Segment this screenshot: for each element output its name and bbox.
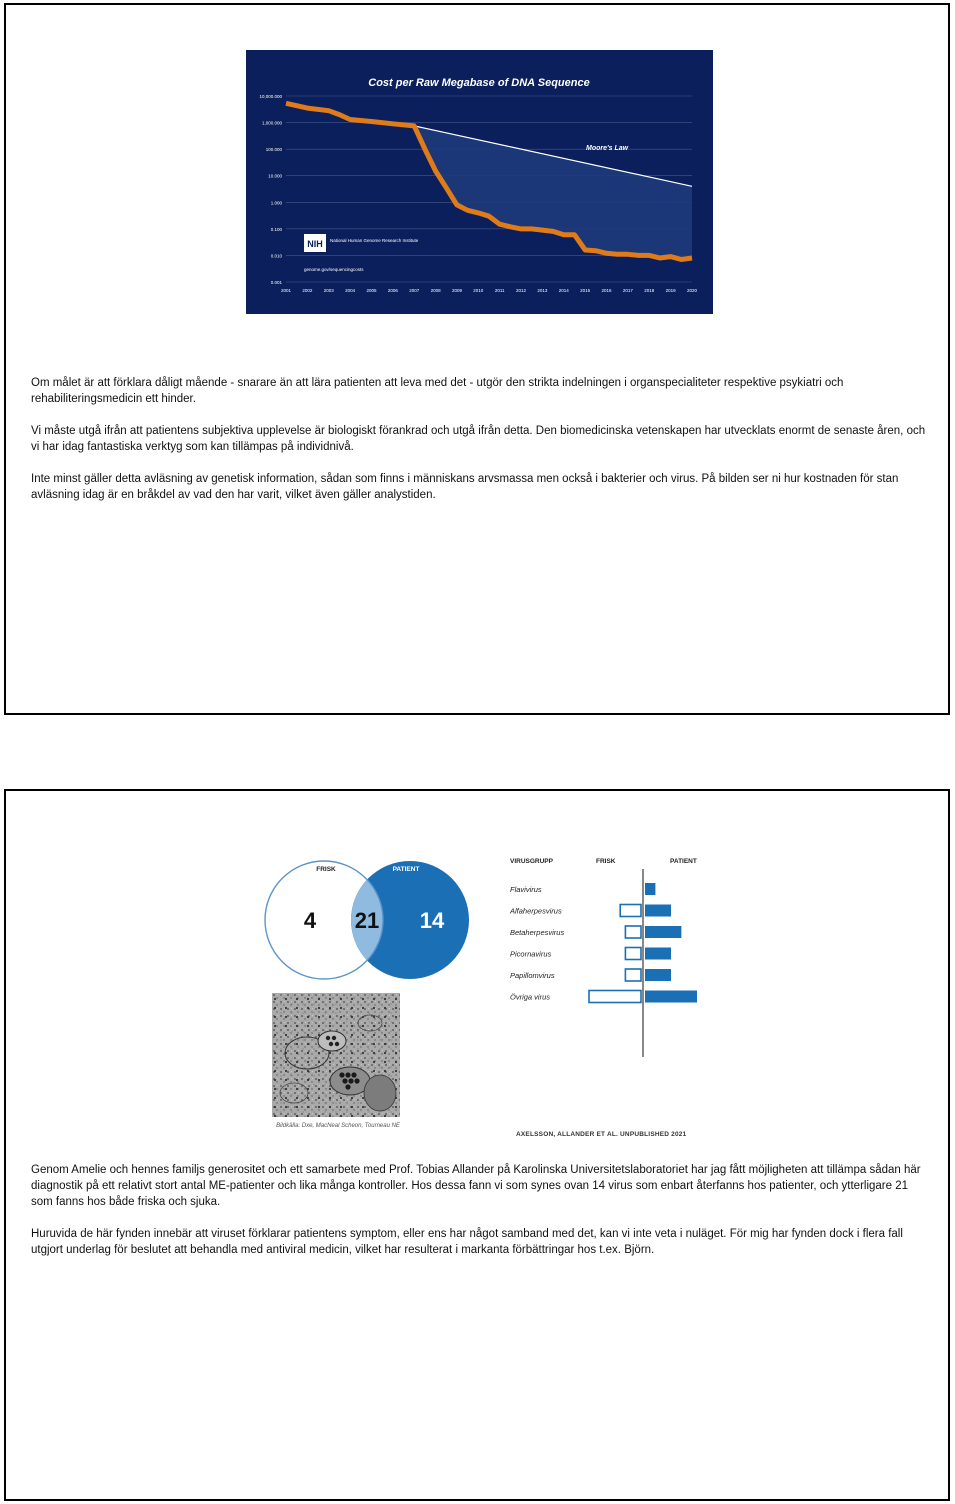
virus-bar-frisk xyxy=(620,905,641,917)
gap-fill-area xyxy=(414,126,692,260)
virus-bar-patient xyxy=(645,926,681,938)
virus-category-label: Alfaherpesvirus xyxy=(510,906,562,916)
cost-xtick-label: 2016 xyxy=(601,288,612,293)
electron-micrograph-image xyxy=(272,993,400,1117)
slide-page-2 xyxy=(4,789,950,1501)
slide-page-1 xyxy=(4,3,950,715)
cost-xtick-label: 2017 xyxy=(622,288,633,293)
cost-xtick-label: 2007 xyxy=(409,288,420,293)
virus-bar-patient xyxy=(645,969,671,981)
virus-chart-svg xyxy=(502,851,722,1151)
cost-xtick-label: 2015 xyxy=(580,288,591,293)
virus-bar-patient xyxy=(645,991,697,1003)
cost-ytick-label: 1,000.000 xyxy=(261,120,282,126)
virus-header-group: VIRUSGRUPP xyxy=(510,858,553,865)
virus-group-chart xyxy=(502,851,722,1151)
sequencing-cost-chart xyxy=(246,50,713,314)
source-url: genome.gov/sequencingcosts xyxy=(304,267,364,272)
venn-svg xyxy=(262,853,472,983)
cost-ytick-label: 10,000.000 xyxy=(259,94,282,99)
venn-frisk-count: 4 xyxy=(303,908,317,933)
page2-paragraph-1: Genom Amelie och hennes familjs generositet och ett samarbete med Prof. Tobias Allander på Karolinska Universitetslaboratoriet har jag fått möjligheten att tillämpa sådan här diagnostik på ett relativt stort antal ME-patienter och lika många kontroller. Hos dessa fann vi som synes ovan 14 virus som enbart återfanns hos patienter, och ytterligare 21 som fanns hos både friska och sjuka. xyxy=(31,1164,921,1208)
page2-body xyxy=(31,1162,926,1274)
cost-chart-svg xyxy=(246,50,713,314)
cost-ytick-label: 10.000 xyxy=(268,173,282,179)
virus-source: AXELSSON, ALLANDER ET AL. UNPUBLISHED 2021 xyxy=(516,1131,687,1138)
micrograph-svg xyxy=(272,993,400,1117)
virus-bar-frisk xyxy=(625,926,641,938)
venn-diagram xyxy=(262,853,472,983)
cost-xtick-label: 2014 xyxy=(558,288,569,293)
micrograph-caption: Bildkälla: Dxe, MacNeal Scheon, Tourneau NE xyxy=(276,1123,400,1129)
cost-xtick-label: 2012 xyxy=(516,288,527,293)
cost-xtick-label: 2018 xyxy=(644,288,655,293)
cost-xtick-label: 2004 xyxy=(345,288,356,293)
nih-org-name: National Human Genome Research Institute xyxy=(330,238,419,243)
cost-ytick-label: 100.000 xyxy=(265,147,282,153)
virus-header-patient: PATIENT xyxy=(670,858,697,865)
cost-ytick-label: 1.000 xyxy=(270,200,282,206)
virus-category-label: Papillomvirus xyxy=(510,971,555,980)
cost-xtick-label: 2003 xyxy=(323,288,334,293)
page1-paragraph-3: Inte minst gäller detta avläsning av genetisk information, sådan som finns i människans arvsmassa men också i bakterier och virus. På bilden ser ni hur kostnaden för stan avläsning idag är en bråkdel av vad den har varit, vilket även gäller analystiden. xyxy=(31,473,899,501)
venn-label-patient: PATIENT xyxy=(392,866,420,873)
cost-ytick-label: 0.001 xyxy=(270,280,282,285)
cost-xtick-label: 2010 xyxy=(473,288,484,293)
cost-xtick-label: 2001 xyxy=(280,288,292,293)
chart-title: Cost per Raw Megabase of DNA Sequence xyxy=(368,77,590,89)
cost-xtick-label: 2020 xyxy=(686,288,698,293)
cost-xtick-label: 2008 xyxy=(430,288,441,293)
virus-bar-patient xyxy=(645,883,655,895)
virus-bar-patient xyxy=(645,948,671,960)
virus-bar-patient xyxy=(645,905,671,917)
virus-category-label: Flavivirus xyxy=(510,885,542,894)
virus-header-frisk: FRISK xyxy=(596,858,616,865)
nih-logo xyxy=(304,234,419,252)
cost-ytick-label: 0.010 xyxy=(270,253,282,259)
venn-label-frisk: FRISK xyxy=(316,866,336,873)
page1-paragraph-2: Vi måste utgå ifrån att patientens subjektiva upplevelse är biologiskt förankrad och utgå ifrån detta. Den biomedicinska vetenskapen har utvecklats enormt de senaste åren, och vi har idag fantastiska verktyg som kan tillämpas på individnivå. xyxy=(31,425,926,453)
page1-paragraph-1: Om målet är att förklara dåligt mående - snarare än att lära patienten att leva med det - utgör den strikta indelningen i organspecialiteter respektive psykiatri och rehabiliteringsmedicin ett hinder. xyxy=(31,377,844,405)
virus-bar-frisk xyxy=(589,991,641,1003)
virus-bar-frisk xyxy=(625,948,641,960)
virus-category-label: Picornavirus xyxy=(510,949,552,959)
page1-body xyxy=(31,375,926,519)
cost-xtick-label: 2011 xyxy=(494,288,505,293)
virus-bar-frisk xyxy=(625,969,641,981)
virus-category-label: Övriga virus xyxy=(510,992,551,1002)
page2-paragraph-2: Huruvida de här fynden innebär att viruset förklarar patientens symptom, eller ens har något samband med det, kan vi inte veta i nuläget. För mig har fynden dock i flera fall utgjort underlag för beslutet att behandla med antiviral medicin, vilket har resulterat i markanta förbättringar hos t.ex. Björn. xyxy=(31,1228,903,1256)
cost-xtick-label: 2002 xyxy=(302,288,313,293)
nih-logo-text: NIH xyxy=(307,239,323,249)
virus-category-label: Betaherpesvirus xyxy=(510,928,565,937)
cost-ytick-label: 0.100 xyxy=(270,226,282,232)
cost-xtick-label: 2006 xyxy=(387,288,398,293)
venn-overlap-count: 21 xyxy=(354,908,380,933)
cost-xtick-label: 2009 xyxy=(451,288,462,293)
cost-xtick-label: 2013 xyxy=(537,288,548,293)
venn-patient-count: 14 xyxy=(419,908,445,933)
cost-xtick-label: 2005 xyxy=(366,288,377,293)
cost-xtick-label: 2019 xyxy=(665,288,676,293)
moores-law-annotation: Moore's Law xyxy=(586,145,629,152)
